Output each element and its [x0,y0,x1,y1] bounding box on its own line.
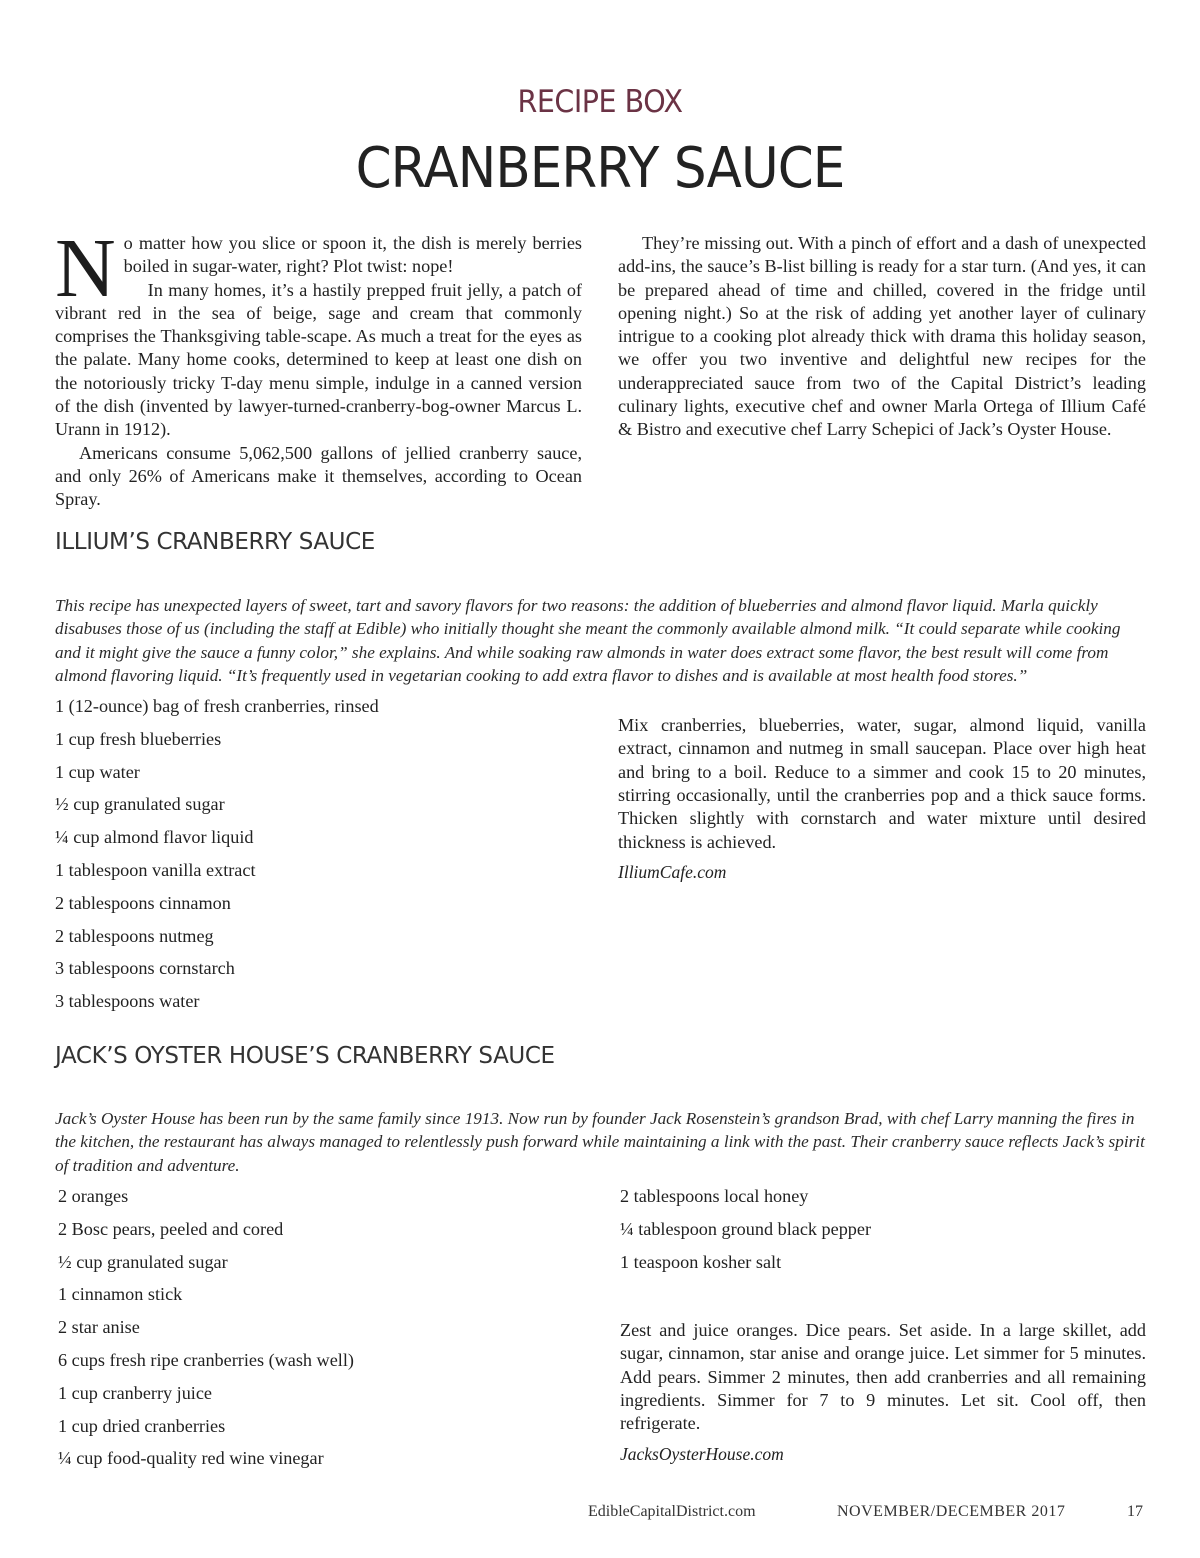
ingredient-item: 3 tablespoons water [55,991,200,1012]
recipe2-ingredients-left [58,1185,354,1480]
recipe1-ingredients [55,695,379,1023]
intro-paragraph-1-text: o matter how you slice or spoon it, the dish is merely berries boiled in sugar-water, right? Plot twist: nope! [123,233,582,277]
intro-paragraph-4: They’re missing out. With a pinch of effort and a dash of unexpected add-ins, the sauce’s B-list billing is ready for a star turn. (And yes, it can be prepared ahead of time and chilled, covered in the fridge until opening night.) So at the risk of adding yet another layer of culinary intrigue to a cooking plot already thick with drama this holiday season, we offer you two inventive and delightful new recipes for the underappreciated sauce from two of the Capital District’s leading culinary lights, executive chef and owner Marla Ortega of Illium Café & Bistro and executive chef Larry Schepici of Jack’s Oyster House. [618,233,1146,440]
ingredient-item: ½ cup granulated sugar [58,1251,228,1272]
intro-column-right [618,232,1146,442]
intro-paragraph-3: Americans consume 5,062,500 gallons of jellied cranberry sauce, and only 26% of Americans make it themselves, according to Ocean Spray. [55,442,582,510]
ingredient-item: 2 star anise [58,1317,140,1338]
ingredient-item: 1 cup cranberry juice [58,1382,213,1403]
recipe1-blurb: This recipe has unexpected layers of sweet, tart and savory flavors for two reasons: the addition of blueberries and almond flavor liquid. Marla quickly disabuses those of us (including the staff at Edible) who initially thought she meant the commonly available almond milk. “It could separate while cooking and it might give the sauce a funny color,” she explains. And while soaking raw almonds in water does extract some flavor, the best result will come from almond flavoring liquid. “It’s frequently used in vegetarian cooking to add extra flavor to dishes and is available at most health food stores.” [55,596,1121,686]
ingredient-item: 1 cup dried cranberries [58,1415,226,1436]
ingredient-item: ¼ cup almond flavor liquid [55,827,254,848]
page-number: 17 [1127,1503,1143,1520]
footer-site: EdibleCapitalDistrict.com [588,1503,756,1520]
intro-paragraph-1 [55,222,582,315]
intro-column-left [55,222,582,512]
intro-paragraph-2: In many homes, it’s a hastily prepped fruit jelly, a patch of vibrant red in the sea of beige, sage and cream that commonly comprises the Thanksgiving table-scape. As much a treat for the eyes as the palate. Many home cooks, determined to keep at least one dish on the notoriously tricky T-day menu simple, indulge in a canned version of the dish (invented by lawyer-turned-cranberry-bog-owner Marcus L. Urann in 1912). [55,279,582,440]
ingredient-item: 6 cups fresh ripe cranberries (wash well) [58,1349,354,1370]
ingredient-item: 1 cinnamon stick [58,1284,183,1305]
drop-cap: N [55,222,116,315]
ingredient-item: 2 tablespoons local honey [620,1186,809,1206]
ingredient-item: 1 (12-ounce) bag of fresh cranberries, rinsed [55,696,379,716]
recipe2-method: Zest and juice oranges. Dice pears. Set aside. In a large skillet, add sugar, cinnamon, star anise and orange juice. Let simmer for 5 minutes. Add pears. Simmer 2 minutes, then add cranberries and all remaining ingredients. Simmer for 7 to 9 minutes. Let sit. Cool off, then refrigerate. [620,1320,1146,1434]
ingredient-item: ¼ tablespoon ground black pepper [620,1218,872,1239]
ingredient-item: 2 tablespoons nutmeg [55,925,214,946]
ingredient-item: 1 cup water [55,761,140,782]
ingredient-item: 3 tablespoons cornstarch [55,958,235,979]
ingredient-item: 2 Bosc pears, peeled and cored [58,1218,284,1239]
ingredient-item: 2 tablespoons cinnamon [55,892,231,913]
recipe1-website-link[interactable]: IlliumCafe.com [618,862,727,882]
recipe2-website-link[interactable]: JacksOysterHouse.com [620,1444,784,1464]
ingredient-item: 1 cup fresh blueberries [55,728,222,749]
ingredient-item: 1 teaspoon kosher salt [620,1251,782,1272]
ingredient-item: ½ cup granulated sugar [55,794,225,815]
recipe2-heading: JACK’S OYSTER HOUSE’S CRANBERRY SAUCE [55,1043,555,1069]
ingredient-item: 2 oranges [58,1186,129,1206]
footer-issue: NOVEMBER/DECEMBER 2017 [837,1503,1066,1520]
recipe2-blurb: Jack’s Oyster House has been run by the same family since 1913. Now run by founder Jack Rosenstein’s grandson Brad, with chef Larry manning the fires in the kitchen, the restaurant has always managed to relentlessly push forward while maintaining a link with the past. Their cranberry sauce reflects Jack’s spirit of tradition and adventure. [55,1109,1145,1175]
section-kicker: RECIPE BOX [517,84,683,120]
page-title: CRANBERRY SAUCE [355,136,845,201]
recipe2-ingredients-right [620,1185,871,1283]
ingredient-item: 1 tablespoon vanilla extract [55,859,256,880]
recipe1-method: Mix cranberries, blueberries, water, sugar, almond liquid, vanilla extract, cinnamon and nutmeg in small saucepan. Place over high heat and bring to a boil. Reduce to a simmer and cook 15 to 20 minutes, stirring occasionally, until the cranberries pop and a thick sauce forms. Thicken slightly with cornstarch and water mixture until desired thickness is achieved. [618,715,1146,852]
ingredient-item: ¼ cup food-quality red wine vinegar [58,1448,324,1469]
recipe1-heading: ILLIUM’S CRANBERRY SAUCE [55,529,375,555]
